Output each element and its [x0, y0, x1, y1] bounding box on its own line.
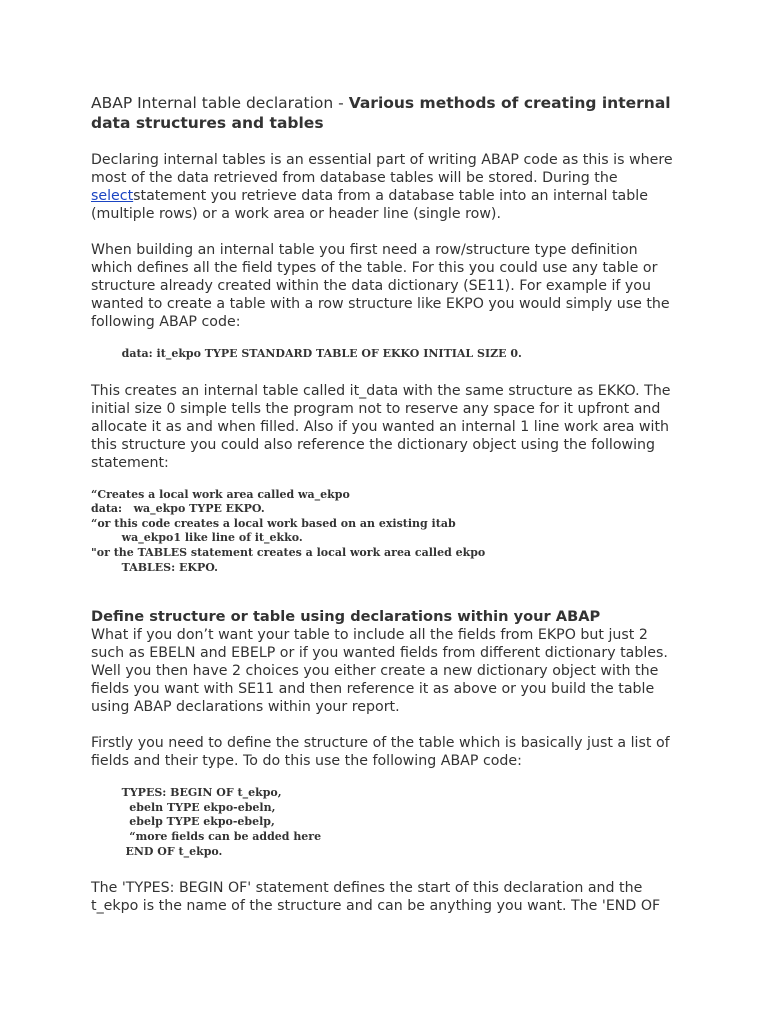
intro-text-before-link: Declaring internal tables is an essential part of writing ABAP code as this is where most of the data retrieved from database tables will be stored. During the	[91, 152, 673, 186]
row-structure-paragraph: When building an internal table you first need a row/structure type definition which defines all the field types of the table. For this you could use any table or structure already created within the data dictionary (SE11). For example if you wanted to create a table with a row structure like EKPO you would simply use the following ABAP code:	[91, 242, 670, 330]
section-heading-text: Define structure or table using declarations within your ABAP	[91, 608, 601, 626]
select-link[interactable]: select	[91, 188, 134, 204]
initial-size-paragraph: This creates an internal table called it_data with the same structure as EKKO. The initial size 0 simple tells the program not to reserve any space for it upfront and allocate it as and when filled. Also if you wanted an internal 1 line work area with this structure you could also reference the dictionary object using the following statement:	[91, 382, 671, 471]
document-title	[91, 93, 681, 133]
code-block-work-area: “Creates a local work area called wa_ekpo data: wa_ekpo TYPE EKPO. “or this code creates a local work based on an existing itab wa_ekpo1 like line of it_ekko. "or the TABLES statement creates a local work area called ekpo TABLES: EKPO.	[91, 487, 486, 574]
title-prefix: ABAP Internal table declaration -	[91, 94, 349, 112]
document-page	[91, 93, 681, 915]
code-block-itab-declaration: data: it_ekpo TYPE STANDARD TABLE OF EKKO INITIAL SIZE 0.	[91, 347, 522, 360]
code-block-types-declaration: TYPES: BEGIN OF t_ekpo, ebeln TYPE ekpo-ebeln, ebelp TYPE ekpo-ebelp, “more fields can be added here END OF t_ekpo.	[121, 786, 322, 858]
types-explanation-paragraph: The 'TYPES: BEGIN OF' statement defines the start of this declaration and the t_ekpo is the name of the structure and can be anything you want. The 'END OF	[91, 880, 661, 915]
title-subtitle: Various methods of creating internal data structures and tables	[91, 94, 671, 132]
section-heading-define-structure	[91, 608, 681, 626]
intro-text-after-link: statement you retrieve data from a database table into an internal table (multiple rows) or a work area or header line (single row).	[91, 188, 648, 222]
define-structure-paragraph: Firstly you need to define the structure of the table which is basically just a list of fields and their type. To do this use the following ABAP code:	[91, 735, 670, 770]
custom-fields-paragraph: What if you don’t want your table to include all the fields from EKPO but just 2 such as EBELN and EBELP or if you wanted fields from different dictionary tables. Well you then have 2 choices you either create a new dictionary object with the fields you want with SE11 and then reference it as above or you build the table using ABAP declarations within your report.	[91, 627, 668, 716]
intro-paragraph	[91, 151, 681, 223]
